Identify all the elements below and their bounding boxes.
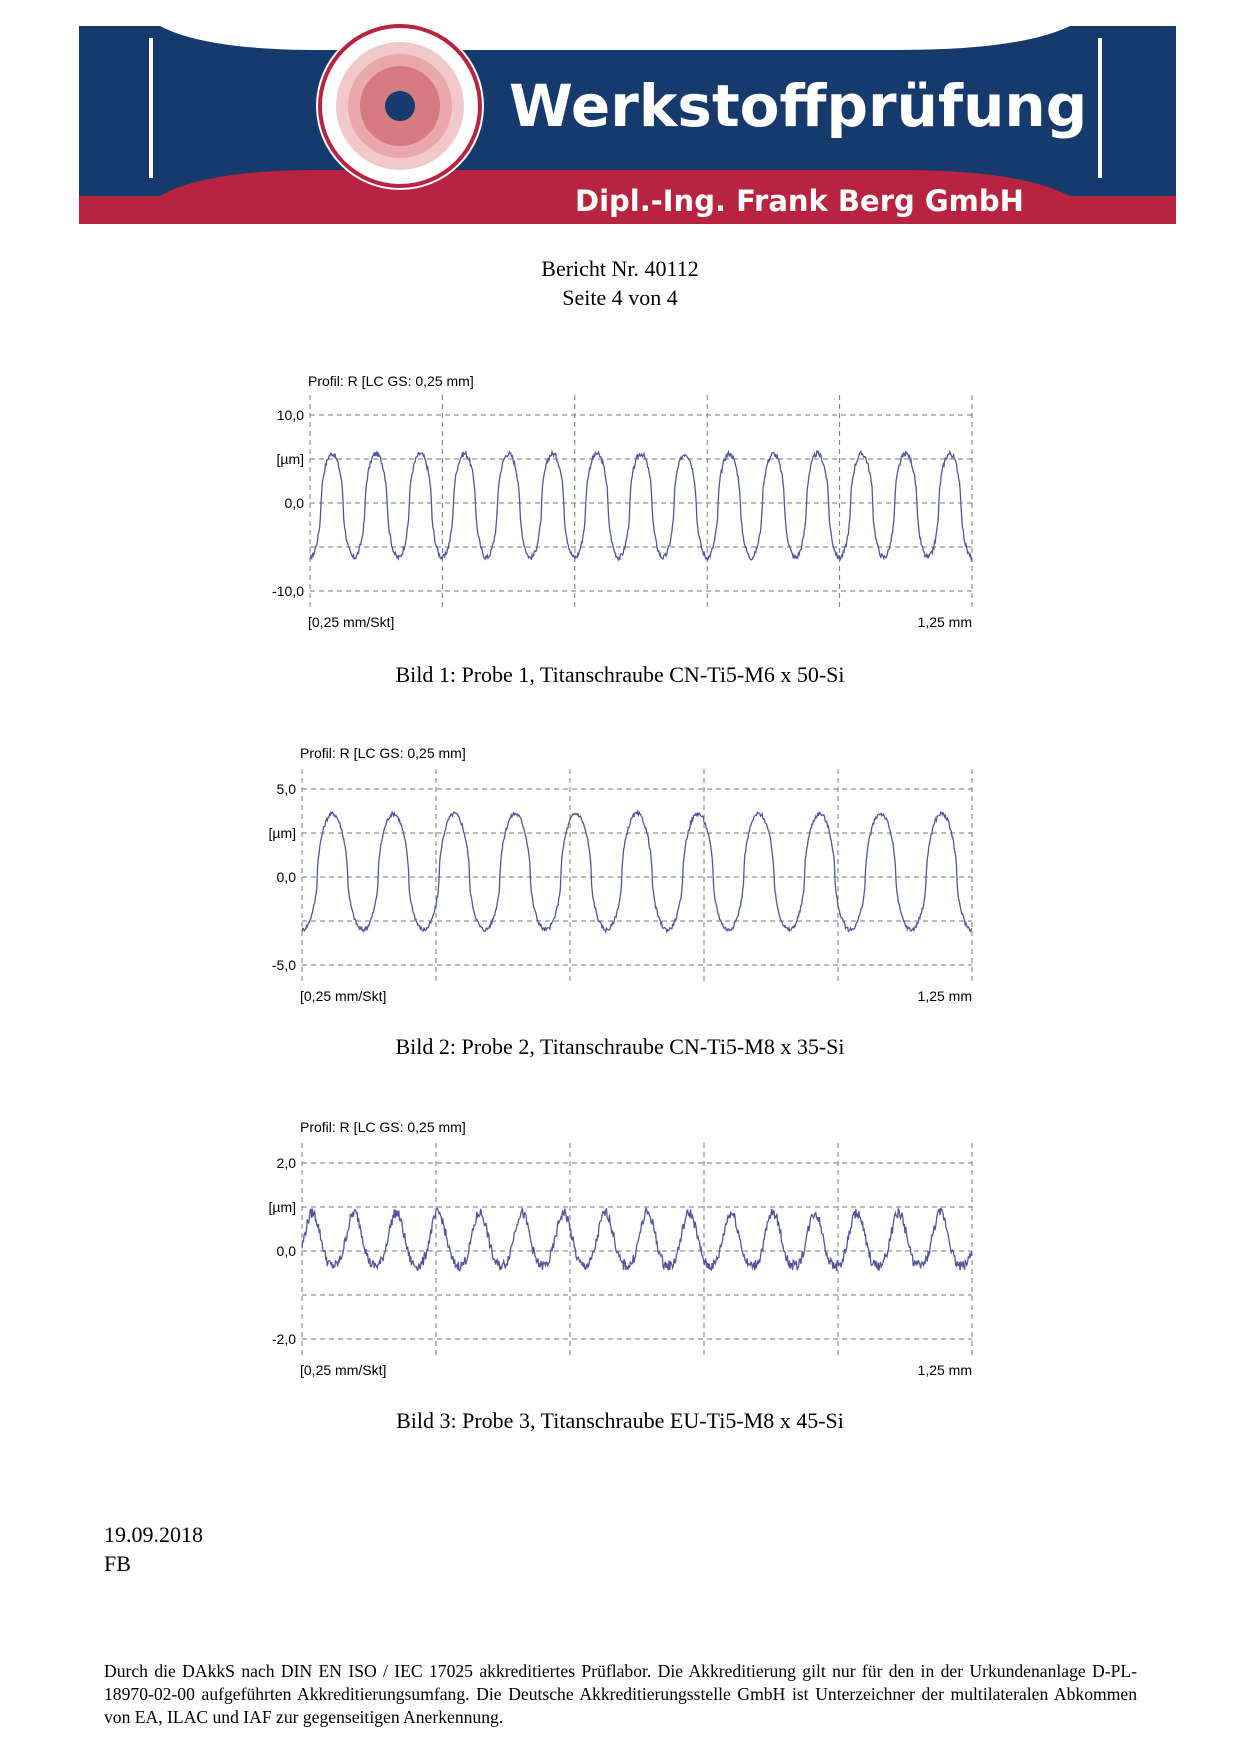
logo-title: Werkstoffprüfung <box>509 72 1088 140</box>
y-tick-bottom: -5,0 <box>271 957 296 973</box>
profile-chart-2 <box>0 742 1240 1012</box>
chart-title: Profil: R [LC GS: 0,25 mm] <box>300 745 466 761</box>
profile-chart-3 <box>0 1116 1240 1386</box>
y-tick-zero: 0,0 <box>276 869 296 885</box>
x-scale-label: [0,25 mm/Skt] <box>300 1362 387 1378</box>
x-end-label: 1,25 mm <box>917 1362 972 1378</box>
roughness-profile-line <box>302 812 972 932</box>
x-scale-label: [0,25 mm/Skt] <box>300 988 387 1004</box>
logo-target-icon <box>316 22 484 190</box>
roughness-profile-line <box>302 1208 972 1271</box>
y-unit-label: [µm] <box>268 825 296 841</box>
figure-caption-1: Bild 1: Probe 1, Titanschraube CN-Ti5-M6 x 50-Si <box>395 662 845 687</box>
x-end-label: 1,25 mm <box>917 614 972 630</box>
header-banner <box>0 0 1240 240</box>
report-page: Seite 4 von 4 <box>562 285 678 310</box>
y-tick-top: 5,0 <box>276 781 296 797</box>
report-number: Bericht Nr. 40112 <box>541 256 699 281</box>
signature-initials: FB <box>104 1551 131 1576</box>
chart-grid <box>302 1143 972 1359</box>
y-tick-zero: 0,0 <box>284 495 304 511</box>
y-tick-zero: 0,0 <box>276 1243 296 1259</box>
profile-chart-1 <box>0 370 1240 640</box>
x-end-label: 1,25 mm <box>917 988 972 1004</box>
x-scale-label: [0,25 mm/Skt] <box>308 614 395 630</box>
chart-grid <box>302 769 972 985</box>
banner-line-left <box>149 38 153 178</box>
signature-date: 19.09.2018 <box>104 1522 203 1547</box>
y-tick-bottom: -10,0 <box>272 583 304 599</box>
y-unit-label: [µm] <box>276 451 304 467</box>
figure-caption-3: Bild 3: Probe 3, Titanschraube EU-Ti5-M8 x 45-Si <box>396 1408 844 1433</box>
y-tick-bottom: -2,0 <box>271 1331 296 1347</box>
chart-title: Profil: R [LC GS: 0,25 mm] <box>300 1119 466 1135</box>
logo-subtitle: Dipl.-Ing. Frank Berg GmbH <box>575 184 1024 218</box>
chart-title: Profil: R [LC GS: 0,25 mm] <box>308 373 474 389</box>
accreditation-footer: Durch die DAkkS nach DIN EN ISO / IEC 17025 akkreditiertes Prüflabor. Die Akkreditierung gilt nur für den in der Urkundenanlage D-PL-18970-02-00 aufgeführten Akkreditierungsumfang. Die Deutsche Akkreditierungsstelle GmbH ist Unterzeichner der multilateralen Abkommen von EA, ILAC und IAF zur gegenseitigen Anerkennung. <box>104 1661 1137 1727</box>
y-unit-label: [µm] <box>268 1199 296 1215</box>
banner-line-right <box>1098 38 1102 178</box>
y-tick-top: 10,0 <box>276 407 304 423</box>
y-tick-top: 2,0 <box>276 1155 296 1171</box>
figure-caption-2: Bild 2: Probe 2, Titanschraube CN-Ti5-M8 x 35-Si <box>395 1034 845 1059</box>
roughness-profile-line <box>310 451 972 560</box>
